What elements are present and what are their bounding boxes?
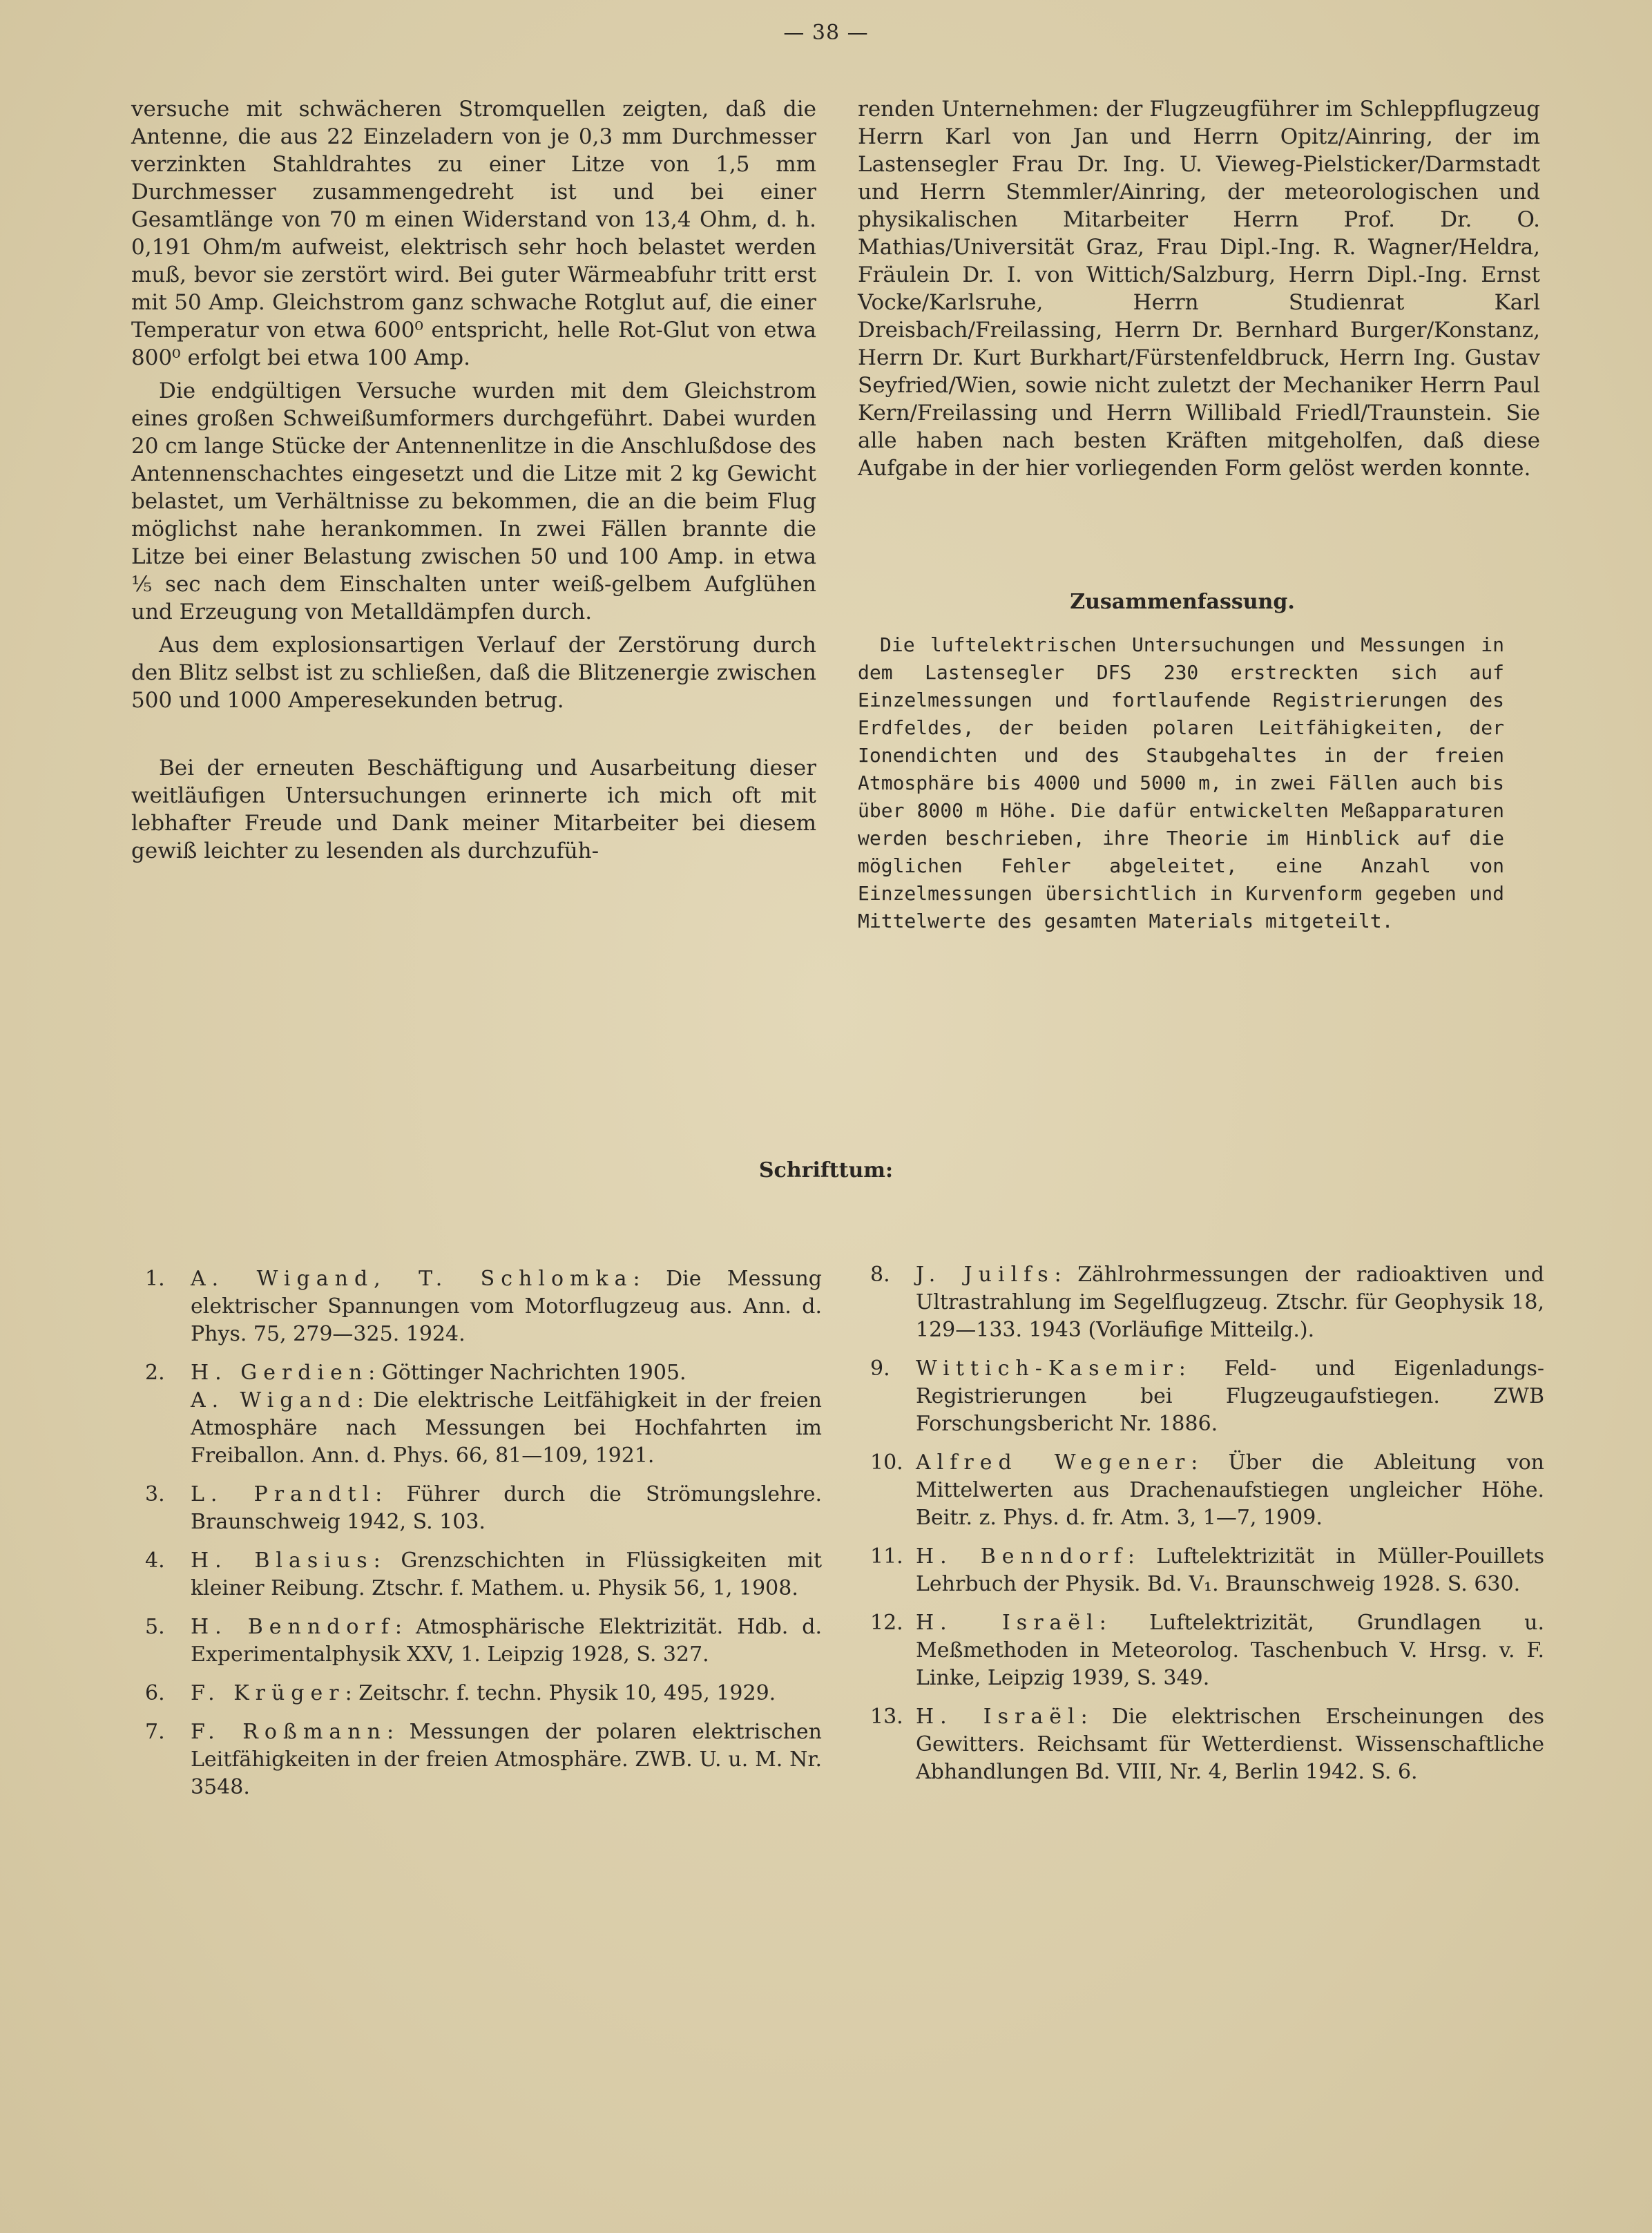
reference-number: 4.: [145, 1549, 165, 1573]
reference-item: [145, 1481, 822, 1536]
reference-author: Wittich-Kasemir: [916, 1357, 1179, 1381]
reference-number: 2.: [145, 1361, 165, 1385]
right-column: [858, 95, 1540, 488]
reference-separator: :: [1099, 1611, 1150, 1635]
reference-author: F. Krüger: [191, 1681, 345, 1705]
reference-text: Atmosphärische Elektrizität. Hdb. d. Experimentalphysik XXV, 1. Leipzig 1928, S. 327.: [191, 1615, 822, 1667]
reference-number: 5.: [145, 1615, 165, 1639]
reference-text: Grenzschichten in Flüssigkeiten mit kleiner Reibung. Ztschr. f. Mathem. u. Physik 56, 1, 1908.: [191, 1549, 823, 1600]
reference-text: Messungen der polaren elektrischen Leitfähigkeiten in der freien Atmosphäre. ZWB. U. u. M. Nr. 3548.: [191, 1720, 822, 1799]
reference-text: Göttinger Nachrichten 1905.: [381, 1361, 686, 1385]
reference-number: 10.: [870, 1450, 903, 1475]
reference-text: Die Messung elektrischer Spannungen vom Motorflugzeug aus. Ann. d. Phys. 75, 279—325. 1924.: [191, 1267, 822, 1346]
reference-item: [870, 1609, 1544, 1692]
reference-separator: :: [356, 1388, 374, 1412]
paragraph: Aus dem explosionsartigen Verlauf der Zerstörung durch den Blitz selbst ist zu schließen, daß die Blitzenergie zwischen 500 und 1000 Amperesekunden betrug.: [131, 633, 816, 713]
reference-separator: :: [373, 1549, 401, 1573]
reference-separator: :: [1178, 1357, 1224, 1381]
reference-item: [145, 1359, 822, 1470]
reference-number: 3.: [145, 1482, 165, 1506]
reference-number: 11.: [870, 1544, 903, 1569]
references-heading: Schrifttum:: [758, 1158, 894, 1182]
summary-heading: Zusammenfassung.: [1070, 590, 1295, 614]
left-column: [131, 95, 816, 870]
reference-item: [870, 1703, 1544, 1786]
reference-author: A. Wigand, T. Schlomka: [191, 1267, 633, 1291]
reference-author: L. Prandtl: [191, 1482, 376, 1506]
reference-item: [145, 1680, 822, 1707]
reference-number: 6.: [145, 1681, 165, 1705]
reference-text: Über die Ableitung von Mittelwerten aus Drachenaufstiegen ungleicher Höhe. Beitr. z. Phys. d. fr. Atm. 3, 1—7, 1909.: [916, 1450, 1544, 1530]
reference-text: Luftelektrizität in Müller-Pouillets Lehrbuch der Physik. Bd. V₁. Braunschweig 1928. S. 630.: [916, 1544, 1544, 1596]
references-left: [145, 1265, 822, 1812]
paragraph: versuche mit schwächeren Stromquellen zeigten, daß die Antenne, die aus 22 Einzeladern von je 0,3 mm Durchmesser verzinkten Stahldrahtes zu einer Litze von 1,5 mm Durchmesser zusammengedreht ist und bei einer Gesamtlänge von 70 m einen Widerstand von 13,4 Ohm, d. h. 0,191 Ohm/m aufweist, elektrisch sehr hoch belastet werden muß, bevor sie zerstört wird. Bei guter Wärmeabfuhr tritt erst mit 50 Amp. Gleichstrom ganz schwache Rotglut auf, die einer Temperatur von etwa 600⁰ entspricht, helle Rot-Glut von etwa 800⁰ erfolgt bei etwa 100 Amp.: [131, 97, 816, 370]
reference-separator: :: [345, 1681, 359, 1705]
paragraph: Die endgültigen Versuche wurden mit dem Gleichstrom eines großen Schweißumformers durchgeführt. Dabei wurden 20 cm lange Stücke der Antennenlitze in die Anschlußdose des Antennenschachtes eingesetzt und die Litze mit 2 kg Gewicht belastet, um Verhältnisse zu bekommen, die an die beim Flug möglichst nahe herankommen. In zwei Fällen brannte die Litze bei einer Belastung zwischen 50 und 100 Amp. in etwa ⅕ sec nach dem Einschalten unter weiß-gelbem Aufglühen und Erzeugung von Metalldämpfen durch.: [131, 378, 816, 624]
reference-number: 13.: [870, 1705, 903, 1729]
reference-author: H. Israël: [916, 1705, 1081, 1729]
reference-number: 12.: [870, 1611, 903, 1635]
reference-item: [145, 1718, 822, 1801]
reference-separator: :: [1127, 1544, 1157, 1569]
reference-separator: :: [386, 1720, 410, 1744]
reference-author: Alfred Wegener: [916, 1450, 1191, 1475]
reference-separator: :: [394, 1615, 416, 1639]
reference-number: 7.: [145, 1720, 165, 1744]
reference-author: A. Wigand: [191, 1388, 357, 1412]
reference-author: H. Gerdien: [191, 1361, 369, 1385]
reference-text: Zählrohrmessungen der radioaktiven und Ultrastrahlung im Segelflugzeug. Ztschr. für Geophysik 18, 129—133. 1943 (Vorläufige Mitteilg.).: [916, 1263, 1544, 1342]
reference-number: 1.: [145, 1267, 165, 1291]
reference-text: Führer durch die Strömungslehre. Braunschweig 1942, S. 103.: [191, 1482, 822, 1534]
reference-author: H. Benndorf: [191, 1615, 395, 1639]
reference-author: H. Blasius: [191, 1549, 374, 1573]
summary-text: Die luftelektrischen Untersuchungen und Messungen in dem Lastensegler DFS 230 erstreckten sich auf Einzelmessungen und fortlaufende Registrierungen des Erdfeldes, der beiden polaren Leitfähigkeiten, der Ionendichten und des Staubgehaltes in der freien Atmosphäre bis 4000 und 5000 m, in zwei Fällen auch bis über 8000 m Höhe. Die dafür entwickelten Meßapparaturen werden beschrieben, ihre Theorie im Hinblick auf die möglichen Fehler abgeleitet, eine Anzahl von Einzelmessungen übersichtlich in Kurvenform gegeben und Mittelwerte des gesamten Materials mitgeteilt.: [858, 633, 1504, 932]
reference-number: 9.: [870, 1357, 890, 1381]
paragraph: renden Unternehmen: der Flugzeugführer im Schleppflugzeug Herrn Karl von Jan und Herrn Opitz/Ainring, der im Lastensegler Frau Dr. Ing. U. Vieweg-Pielsticker/Darmstadt und Herrn Stemmler/Ainring, der meteorologischen und physikalischen Mitarbeiter Herrn Prof. Dr. O. Mathias/Universität Graz, Frau Dipl.-Ing. R. Wagner/Heldra, Fräulein Dr. I. von Wittich/Salzburg, Herrn Dipl.-Ing. Ernst Vocke/Karlsruhe, Herrn Studienrat Karl Dreisbach/Freilassing, Herrn Dr. Bernhard Burger/Konstanz, Herrn Dr. Kurt Burkhart/Fürstenfeldbruck, Herrn Ing. Gustav Seyfried/Wien, sowie nicht zuletzt der Mechaniker Herrn Paul Kern/Freilassing und Herrn Willibald Friedl/Traunstein. Sie alle haben nach besten Kräften mitgeholfen, daß diese Aufgabe in der hier vorliegenden Form gelöst werden konnte.: [858, 97, 1540, 481]
reference-text: Die elektrische Leitfähigkeit in der freien Atmosphäre nach Messungen bei Hochfahrten im Freiballon. Ann. d. Phys. 66, 81—109, 1921.: [191, 1388, 822, 1468]
reference-author: H. Benndorf: [916, 1544, 1128, 1569]
reference-separator: :: [1054, 1263, 1078, 1287]
reference-number: 8.: [870, 1263, 890, 1287]
reference-author: F. Roßmann: [191, 1720, 387, 1744]
reference-item: [870, 1543, 1544, 1598]
reference-text: Die elektrischen Erscheinungen des Gewitters. Reichsamt für Wetterdienst. Wissenschaftliche Abhandlungen Bd. VIII, Nr. 4, Berlin 1942. S. 6.: [916, 1705, 1544, 1784]
references-right: [870, 1261, 1544, 1797]
reference-separator: :: [368, 1361, 382, 1385]
page-number: — 38 —: [783, 21, 869, 45]
reference-subentry: [191, 1387, 822, 1470]
reference-text: Luftelektrizität, Grundlagen u. Meßmethoden in Meteorolog. Taschenbuch V. Hrsg. v. F. Linke, Leipzig 1939, S. 349.: [916, 1611, 1544, 1690]
reference-text: Zeitschr. f. techn. Physik 10, 495, 1929.: [358, 1681, 776, 1705]
reference-separator: :: [1080, 1705, 1112, 1729]
reference-separator: :: [375, 1482, 407, 1506]
reference-author: J. Juilfs: [916, 1263, 1055, 1287]
reference-author: H. Israël: [916, 1611, 1099, 1635]
paragraph: Bei der erneuten Beschäftigung und Ausarbeitung dieser weitläufigen Untersuchungen erinnerte ich mich oft mit lebhafter Freude und Dank meiner Mitarbeiter bei diesem gewiß leichter zu lesenden als durchzufüh-: [131, 756, 816, 863]
reference-item: [145, 1547, 822, 1602]
reference-item: [145, 1265, 822, 1348]
reference-item: [870, 1355, 1544, 1438]
reference-separator: :: [1191, 1450, 1229, 1475]
reference-item: [870, 1449, 1544, 1532]
reference-text: Feld- und Eigenladungs-Registrierungen bei Flugzeugaufstiegen. ZWB Forschungsbericht Nr. 1886.: [916, 1357, 1544, 1436]
reference-item: [870, 1261, 1544, 1344]
reference-separator: :: [633, 1267, 666, 1291]
reference-item: [145, 1613, 822, 1669]
